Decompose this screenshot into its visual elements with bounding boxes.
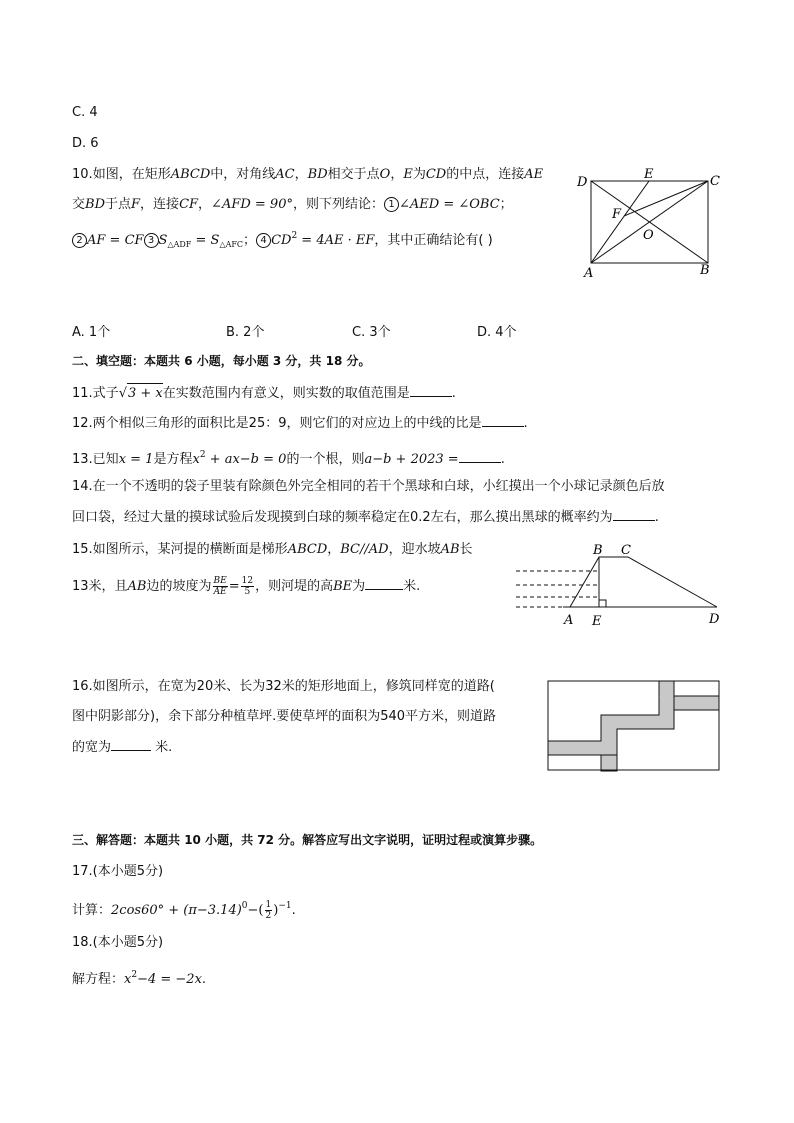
right-angle-mark [599,600,606,607]
q11-text: . [451,386,456,401]
q10-line3 [72,226,493,255]
section-desc: 本题共 6 小题，每小题 3 分，共 18 分。 [144,354,371,368]
q15-text: ，则河堤的高 [255,579,334,594]
q10-text: 相交于点 [327,167,380,182]
q13-text: 的一个根，则 [286,452,365,467]
q18-text: . [201,972,207,987]
math-sub-adf: △ADF [167,240,192,249]
q15-text: 长 [459,542,473,557]
q12-text: . [523,416,528,431]
answer-blank[interactable] [365,577,403,590]
q10-option-c: C. 3个 [352,325,391,340]
q15-text: ， [327,542,341,557]
math-equation: −4 = −2x [137,972,202,987]
label-c: C [710,174,720,189]
math-ae: AE [524,167,544,182]
trapezoid-dam-figure [508,540,728,628]
fraction-denominator: AE [213,587,227,597]
q11: 11.式子√3 + x在实数范围内有意义，则实数的取值范围是 . [72,383,456,404]
q15-text: 米. [403,579,421,594]
q15-text: 为 [352,579,366,594]
q10-text: 的中点，连接 [446,167,525,182]
q13 [72,445,505,470]
q15-line1 [72,540,473,560]
label-e: E [644,168,654,182]
label-b: B [593,543,603,558]
rectangle-figure [572,168,732,283]
q11-text: 在实数范围内有意义，则实数的取值范围是 [162,386,410,401]
q10-text: ， [294,167,308,182]
q11-text: 11.式子 [72,386,119,401]
q16-line3 [72,738,172,758]
math-exponent: 2 [131,970,138,980]
math-abcd: ABCD [170,167,211,182]
section-desc: 本题共 10 小题，共 72 分。解答应写出文字说明，证明过程或演算步骤。 [144,833,543,847]
q12-text: 12.两个相似三角形的面积比是25：9，则它们的对应边上的中线的比是 [72,416,482,431]
q10-text: 中，对角线 [210,167,276,182]
section-heading-solve [72,830,542,850]
label-a: A [584,266,594,281]
q17-expression [72,896,296,921]
option-c: C. 4 [72,105,98,120]
math-af-cf: AF = CF [87,233,144,248]
fraction-numerator: BE [213,576,227,586]
math-cd: CD [271,233,292,248]
q15-text: 边的坡度为 [146,579,212,594]
fraction-numerator: 12 [241,576,254,586]
math-o: O [379,167,391,182]
q10-text: 交 [72,197,86,212]
q14-line2 [72,508,659,528]
answer-blank[interactable] [410,384,452,397]
section-title: 三、解答题： [72,833,145,847]
math-minus: −( [247,903,264,918]
q10-line2 [72,195,513,215]
q18-title: 18.(本小题5分) [72,935,164,950]
math-ac: AC [275,167,295,182]
q10-text: 为 [412,167,426,182]
math-product: = 4AE · EF [297,233,375,248]
label-e: E [592,614,602,628]
fraction-be-ae [213,576,228,597]
circled-number: 1 [384,197,399,212]
math-paren: ) [273,903,279,918]
math-cf: CF [179,197,199,212]
math-exponent: 2 [291,231,298,241]
math-s: S [158,233,168,248]
math-equals: = [228,579,240,594]
q10-text: ，则下列结论： [292,197,384,212]
q10-text: ， [198,197,212,212]
label-d: D [577,175,588,190]
math-bc-parallel-ad: BC//AD [340,542,389,557]
math-bd: BD [85,197,105,212]
q17-text: 计算： [72,903,112,918]
q12 [72,414,528,434]
fraction-12-5 [241,576,254,597]
math-x: x [124,972,132,987]
q10-text: ， [390,167,404,182]
q13-text: . [500,452,505,467]
label-f: F [612,207,622,222]
circled-number: 2 [72,233,87,248]
math-be: BE [333,579,353,594]
answer-blank[interactable] [613,508,655,521]
math-sub-afc: △AFC [219,240,244,249]
math-angle-aed: ∠AED = ∠OBC [399,197,500,212]
answer-blank[interactable] [111,738,151,751]
math-equation: + ax−b = 0 [205,452,287,467]
q10-text: ； [243,233,257,248]
q10-option-d: D. 4个 [477,325,517,340]
fraction-numerator: 1 [265,900,272,910]
math-angle-afd: ∠AFD = 90° [211,197,293,212]
road-shaded [548,696,719,755]
q15-text: 15.如图所示，某河提的横断面是梯形 [72,542,288,557]
math-bd: BD [307,167,328,182]
q10-line1 [72,165,543,185]
q16-text: 的宽为 [72,740,112,755]
math-cd: CD [425,167,447,182]
label-c: C [621,543,631,558]
math-exponent: −1 [278,901,292,911]
math-exponent: 0 [241,901,248,911]
math-x: x [192,452,200,467]
label-a: A [564,613,574,628]
q10-text: ； [499,197,513,212]
q18-text: 解方程： [72,972,125,987]
q16-line2: 图中阴影部分)，余下部分种植草坪.要使草坪的面积为540平方米，则道路 [72,709,497,724]
math-x-eq-1: x = 1 [118,452,154,467]
q16-text: 米. [151,740,173,755]
fraction-one-half [265,900,273,921]
label-o: O [643,228,654,243]
q13-text: 是方程 [153,452,193,467]
circled-number: 4 [256,233,271,248]
math-radicand: 3 + x [127,383,163,404]
fraction-denominator: 2 [265,911,272,921]
q10-text: ，连接 [140,197,180,212]
trapezoid-sides [570,557,717,607]
q10-option-b: B. 2个 [226,325,265,340]
option-d: D. 6 [72,136,99,151]
q13-text: 13.已知 [72,452,119,467]
math-exponent: 2 [199,450,206,460]
math-expression: a−b + 2023 = [364,452,459,467]
answer-blank[interactable] [459,450,501,463]
q14-text: . [654,510,659,525]
section-title: 二、填空题： [72,354,145,368]
circled-number: 3 [144,233,159,248]
q18-equation [72,965,206,990]
math-eq-s: = S [191,233,220,248]
q14-text: 回口袋，经过大量的摸球试验后发现摸到白球的频率稳定在0.2左右，那么摸出黑球的概率约为 [72,510,613,525]
q10-option-a: A. 1个 [72,325,111,340]
road-shaded-vertical [601,755,617,771]
q17-text: . [291,903,296,918]
lawn-road-figure [547,680,721,772]
label-b: B [700,263,710,278]
answer-blank[interactable] [482,414,524,427]
fraction-denominator: 5 [244,587,251,597]
q17-title: 17.(本小题5分) [72,864,164,879]
q10-number: 10. [72,167,93,182]
q14-line1: 14.在一个不透明的袋子里装有除颜色外完全相同的若干个黑球和白球，小红摸出一个小球记录颜色后放 [72,479,665,494]
math-f: F [131,197,141,212]
q10-text: 如图，在矩形 [92,167,171,182]
segment-ae [591,181,649,263]
q15-text: ，迎水坡 [388,542,441,557]
label-d: D [709,612,720,627]
math-cos-term: 2cos60° + (π−3.14) [111,903,242,918]
q15-text: 13米，且 [72,579,128,594]
q10-text: 于点 [105,197,132,212]
q15-line2 [72,576,420,597]
q10-text: ，其中正确结论有( ) [374,233,493,248]
section-heading-fill-blank [72,351,370,371]
q16-line1: 16.如图所示，在宽为20米、长为32米的矩形地面上，修筑同样宽的道路( [72,679,495,694]
math-ab: AB [440,542,460,557]
math-e: E [403,167,413,182]
math-abcd: ABCD [287,542,328,557]
math-ab: AB [127,579,147,594]
